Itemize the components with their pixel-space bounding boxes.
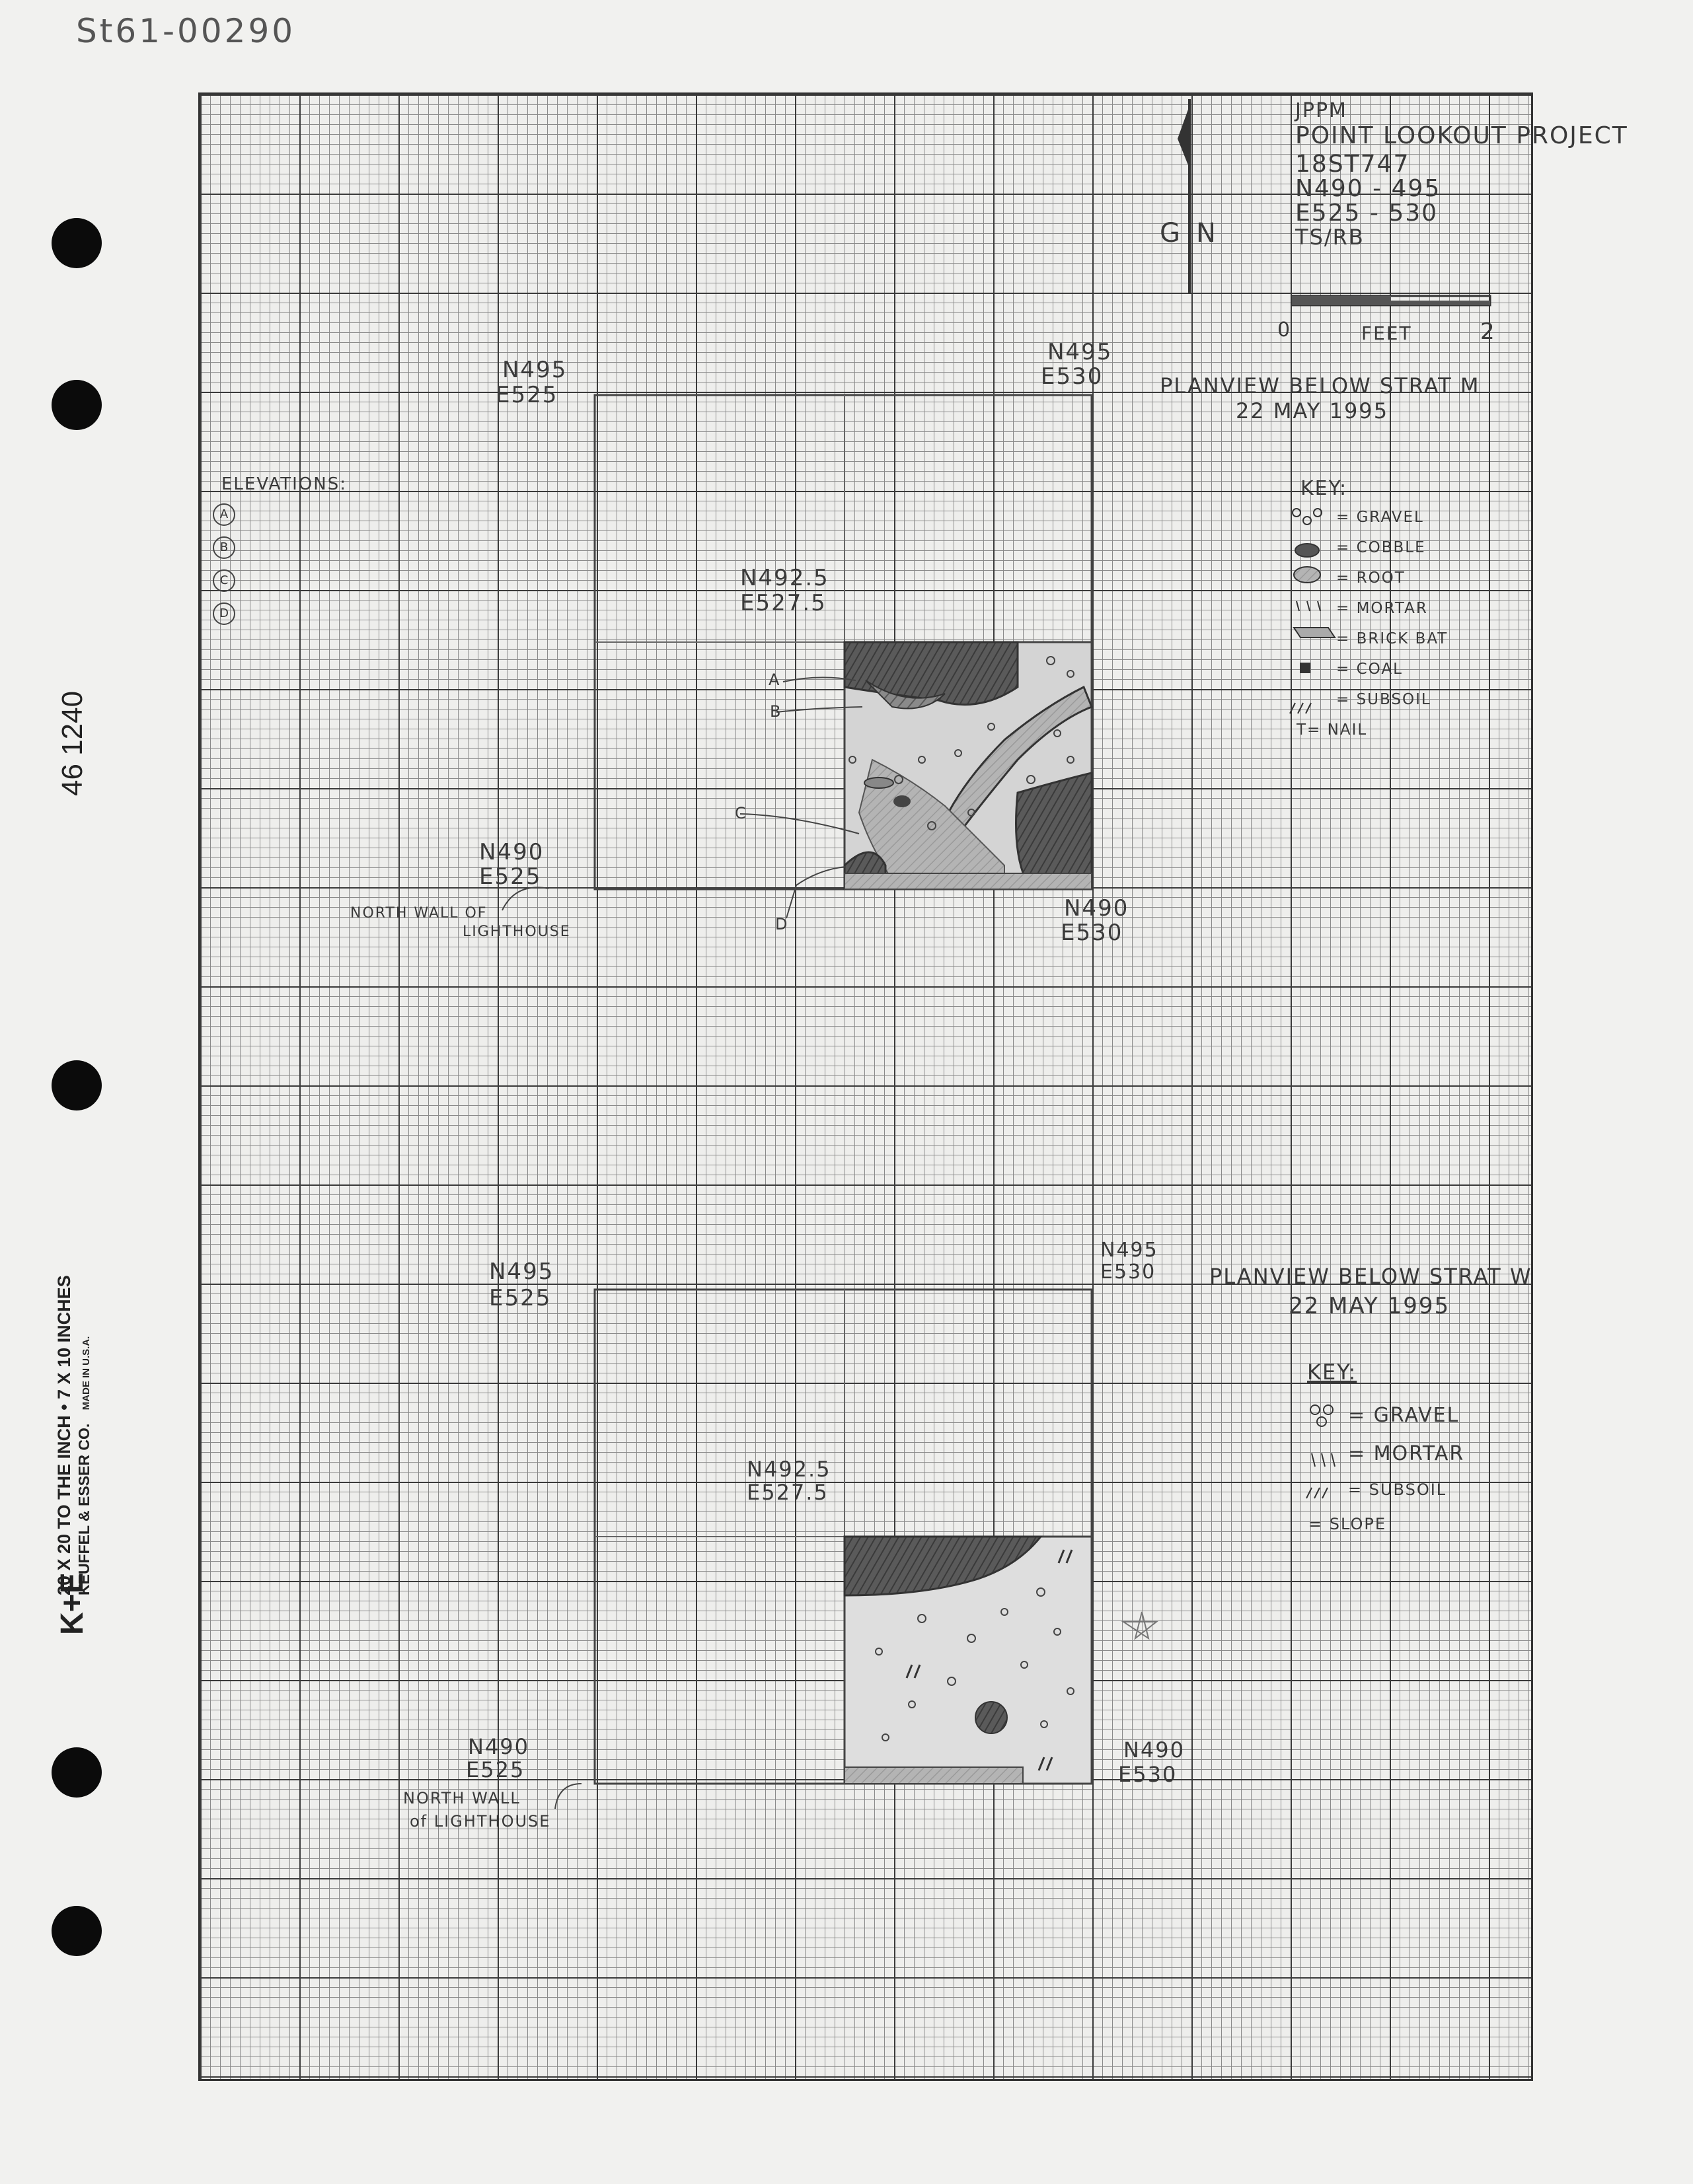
plan2-date: 22 MAY 1995 [1289, 1293, 1450, 1319]
plan1-elev-label-a: A [769, 671, 781, 689]
title-site: 18ST747 [1295, 151, 1410, 178]
plan2-soil-drawing [845, 1537, 1092, 1784]
key2-gravel: = GRAVEL [1348, 1404, 1460, 1427]
plan1-leader-lines [502, 677, 862, 918]
plan2-center-e: E527.5 [747, 1480, 829, 1505]
brand-logo: K+E [55, 1572, 90, 1635]
key-gravel: = GRAVEL [1336, 509, 1424, 526]
scale-end: 2 [1480, 318, 1496, 345]
key-coal: = COAL [1336, 661, 1403, 678]
plan1-wall-label-1: NORTH WALL OF [350, 905, 488, 922]
plan1-center-e: E527.5 [740, 590, 827, 616]
plan1-key-title: KEY: [1300, 477, 1348, 500]
elevation-item-a: A [213, 503, 235, 526]
plan2-title: PLANVIEW BELOW STRAT W [1209, 1264, 1532, 1289]
north-n-label: N [1196, 218, 1217, 248]
elevation-item-b: B [213, 536, 235, 559]
plan2-nw-n: N495 [489, 1258, 554, 1285]
plan2-leader-line [555, 1784, 582, 1809]
plan2-se-e: E530 [1118, 1762, 1178, 1787]
plan1-date: 22 MAY 1995 [1236, 398, 1389, 423]
plan1-wall-label-2: LIGHTHOUSE [463, 924, 571, 940]
sheet-id: St61-00290 [76, 12, 296, 50]
elevation-item-c: C [213, 569, 235, 592]
title-initials: TS/RB [1295, 225, 1365, 250]
plan1-title: PLANVIEW BELOW STRAT M [1160, 373, 1480, 398]
key-root: = ROOT [1336, 569, 1406, 587]
plan2-sw-n: N490 [468, 1734, 530, 1759]
plan1-elev-label-d: D [775, 915, 789, 933]
plan2-ne-e: E530 [1100, 1260, 1156, 1284]
key-nail: T= NAIL [1297, 721, 1368, 739]
plan1-nw-e: E525 [496, 382, 558, 408]
scale-unit: FEET [1361, 322, 1412, 344]
plan2-key-symbols [1306, 1405, 1335, 1498]
north-arrow-icon [1178, 99, 1189, 294]
plan1-se-n: N490 [1064, 895, 1129, 922]
elevations-list [213, 503, 235, 625]
key2-mortar: = MORTAR [1348, 1442, 1465, 1465]
plan2-wall-label-1: NORTH WALL [403, 1789, 521, 1807]
elevation-item-d: D [213, 602, 235, 625]
plan1-se-e: E530 [1061, 920, 1123, 946]
key-cobble: = COBBLE [1336, 539, 1426, 556]
title-project: POINT LOOKOUT PROJECT [1295, 122, 1628, 149]
plan1-key-list [1297, 509, 1448, 752]
title-north-range: N490 - 495 [1295, 175, 1441, 202]
plan2-se-n: N490 [1123, 1737, 1185, 1763]
brand-made-in: MADE IN U.S.A. [81, 1336, 92, 1410]
plan2-key-list [1308, 1404, 1465, 1549]
key2-subsoil: = SUBSOIL [1348, 1480, 1447, 1499]
scale-start: 0 [1277, 318, 1292, 342]
title-org: JPPM [1295, 99, 1347, 122]
plan2-center-n: N492.5 [747, 1457, 831, 1482]
key2-slope: = SLOPE [1308, 1515, 1387, 1533]
scale-bar [1292, 296, 1490, 305]
plan1-ne-e: E530 [1041, 363, 1104, 390]
key-subsoil: = SUBSOIL [1336, 691, 1431, 708]
elevations-title: ELEVATIONS: [221, 474, 347, 494]
plan1-sw-n: N490 [479, 839, 545, 865]
plan1-key-symbols [1290, 509, 1335, 713]
plan1-soil-drawing [845, 642, 1092, 889]
plan1-ne-n: N495 [1047, 339, 1113, 365]
plan1-elev-label-c: C [735, 804, 747, 822]
plan1-nw-n: N495 [502, 357, 568, 383]
brand-company: KEUFFEL & ESSER CO. [75, 1423, 93, 1595]
plan2-key-title: KEY: [1307, 1360, 1357, 1385]
plan2-wall-label-2: of LIGHTHOUSE [410, 1812, 551, 1831]
key-brick-bat: = BRICK BAT [1336, 630, 1448, 647]
key-mortar: = MORTAR [1336, 600, 1428, 617]
north-g-label: G [1160, 218, 1182, 248]
star-mark-icon [1123, 1612, 1156, 1638]
title-east-range: E525 - 530 [1295, 200, 1439, 227]
plan2-sw-e: E525 [466, 1757, 525, 1782]
plan2-nw-e: E525 [489, 1285, 552, 1311]
plan1-sw-e: E525 [479, 863, 542, 890]
plan2-ne-n: N495 [1100, 1239, 1158, 1262]
plan1-center-n: N492.5 [740, 565, 829, 591]
catalog-number: 46 1240 [56, 690, 89, 796]
brand-line-1: 20 X 20 TO THE INCH • 7 X 10 INCHES [54, 1275, 74, 1595]
plan1-elev-label-b: B [770, 702, 782, 721]
